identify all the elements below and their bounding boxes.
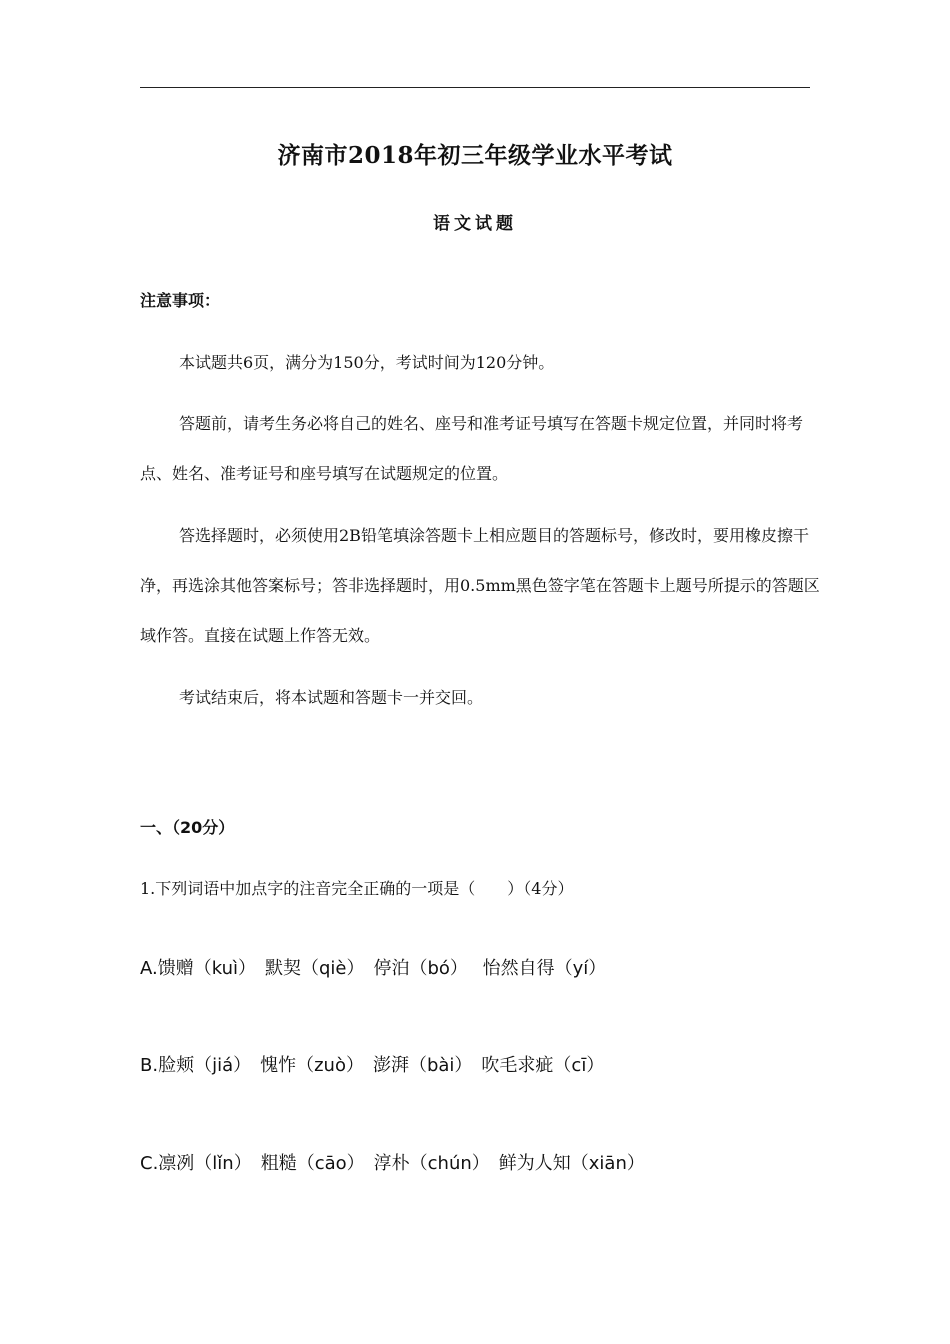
- option-c: C.凛冽（lǐn） 粗糙（cāo） 淳朴（chún） 鲜为人知（xiān）: [140, 1153, 645, 1174]
- option-b: B.脸颊（jiá） 愧怍（zuò） 澎湃（bài） 吹毛求疵（cī）: [140, 1055, 605, 1076]
- option-a: A.馈赠（kuì） 默契（qiè） 停泊（bó） 怡然自得（yí）: [140, 958, 607, 979]
- notice-paragraph-2: 答题前，请考生务必将自己的姓名、座号和准考证号填写在答题卡规定位置，并同时将考点、姓名、准考证号和座号填写在试题规定的位置。: [140, 414, 804, 483]
- notice-paragraph-4: 考试结束后，将本试题和答题卡一并交回。: [179, 688, 484, 707]
- exam-subject: 语文试题: [433, 214, 517, 234]
- exam-title: 济南市2018年初三年级学业水平考试: [277, 142, 673, 169]
- question-stem: 1.下列词语中加点字的注音完全正确的一项是（ ）（4分）: [140, 879, 574, 898]
- notice-heading: 注意事项：: [140, 291, 221, 310]
- section-heading: 一、（20分）: [140, 818, 235, 837]
- notice-paragraph-3: 答选择题时，必须使用2B铅笔填涂答题卡上相应题目的答题标号，修改时，要用橡皮擦干净，再选涂其他答案标号；答非选择题时，用0.5mm黑色签字笔在答题卡上题号所提示的答题区域作答。直接在试题上作答无效。: [140, 526, 820, 645]
- notice-paragraph-1: 本试题共6页，满分为150分，考试时间为120分钟。: [179, 353, 555, 372]
- top-rule: [140, 87, 810, 88]
